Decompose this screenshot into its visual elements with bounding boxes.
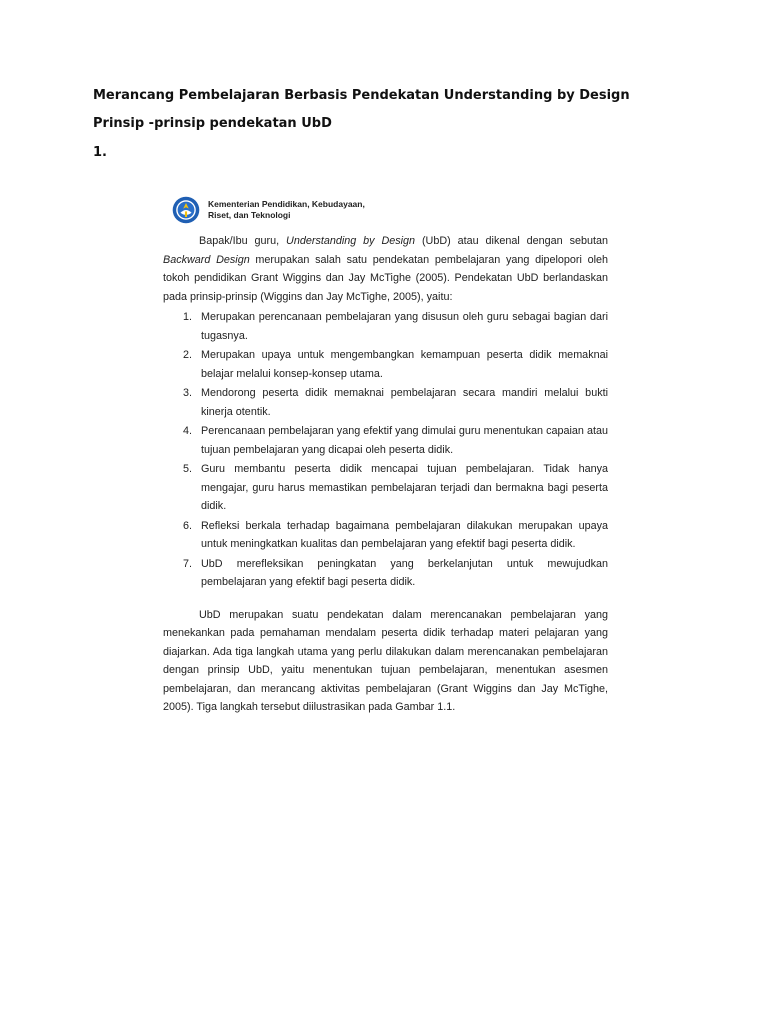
tut-wuri-handayani-emblem-icon (172, 196, 200, 224)
ministry-name-line1: Kementerian Pendidikan, Kebudayaan, (208, 199, 365, 209)
list-item: 3. Mendorong peserta didik memaknai pembelajaran secara mandiri melalui bukti kinerja otentik. (195, 384, 608, 421)
list-item: 2. Merupakan upaya untuk mengembangkan kemampuan peserta didik memaknai belajar melalui konsep-konsep utama. (195, 346, 608, 383)
section-subtitle: Prinsip -prinsip pendekatan UbD (93, 116, 332, 131)
ministry-name-line2: Riset, dan Teknologi (208, 210, 291, 220)
embedded-page-image (152, 172, 622, 762)
list-item: 4. Perencanaan pembelajaran yang efektif yang dimulai guru menentukan capaian atau tujuan pembelajaran yang dicapai oleh peserta didik. (195, 422, 608, 459)
list-number-label: 1. (93, 145, 107, 160)
principles-list (163, 308, 608, 592)
ministry-logo (172, 196, 365, 224)
list-item: 1. Merupakan perencanaan pembelajaran yang disusun oleh guru sebagai bagian dari tugasnya. (195, 308, 608, 345)
embedded-page-body (163, 232, 608, 717)
list-item: 5. Guru membantu peserta didik mencapai tujuan pembelajaran. Tidak hanya mengajar, guru harus memastikan pembelajaran terjadi dan bermakna bagi peserta didik. (195, 460, 608, 516)
list-item: 6. Refleksi berkala terhadap bagaimana pembelajaran dilakukan merupakan upaya untuk meningkatkan kualitas dan pembelajaran yang efektif bagi peserta didik. (195, 517, 608, 554)
list-item: 7. UbD merefleksikan peningkatan yang berkelanjutan untuk mewujudkan pembelajaran yang efektif bagi peserta didik. (195, 555, 608, 592)
closing-paragraph: UbD merupakan suatu pendekatan dalam merencanakan pembelajaran yang menekankan pada pemahaman mendalam peserta didik terhadap materi pelajaran yang diajarkan. Ada tiga langkah utama yang perlu dilakukan dalam merencanakan pembelajaran dengan prinsip UbD, yaitu menentukan tujuan pembelajaran, menentukan asesmen pembelajaran, dan merancang aktivitas pembelajaran (Grant Wiggins dan Jay McTighe, 2005). Tiga langkah tersebut diilustrasikan pada Gambar 1.1. (163, 608, 608, 713)
document-title: Merancang Pembelajaran Berbasis Pendekatan Understanding by Design (93, 88, 630, 103)
intro-paragraph: Bapak/Ibu guru, Understanding by Design (UbD) atau dikenal dengan sebutan Backward Design merupakan salah satu pendekatan pembelajaran yang dipelopori oleh tokoh pendidikan Grant Wiggins dan Jay McTighe (2005). Pendekatan UbD berlandaskan pada prinsip-prinsip (Wiggins dan Jay McTighe, 2005), yaitu: (163, 235, 609, 303)
